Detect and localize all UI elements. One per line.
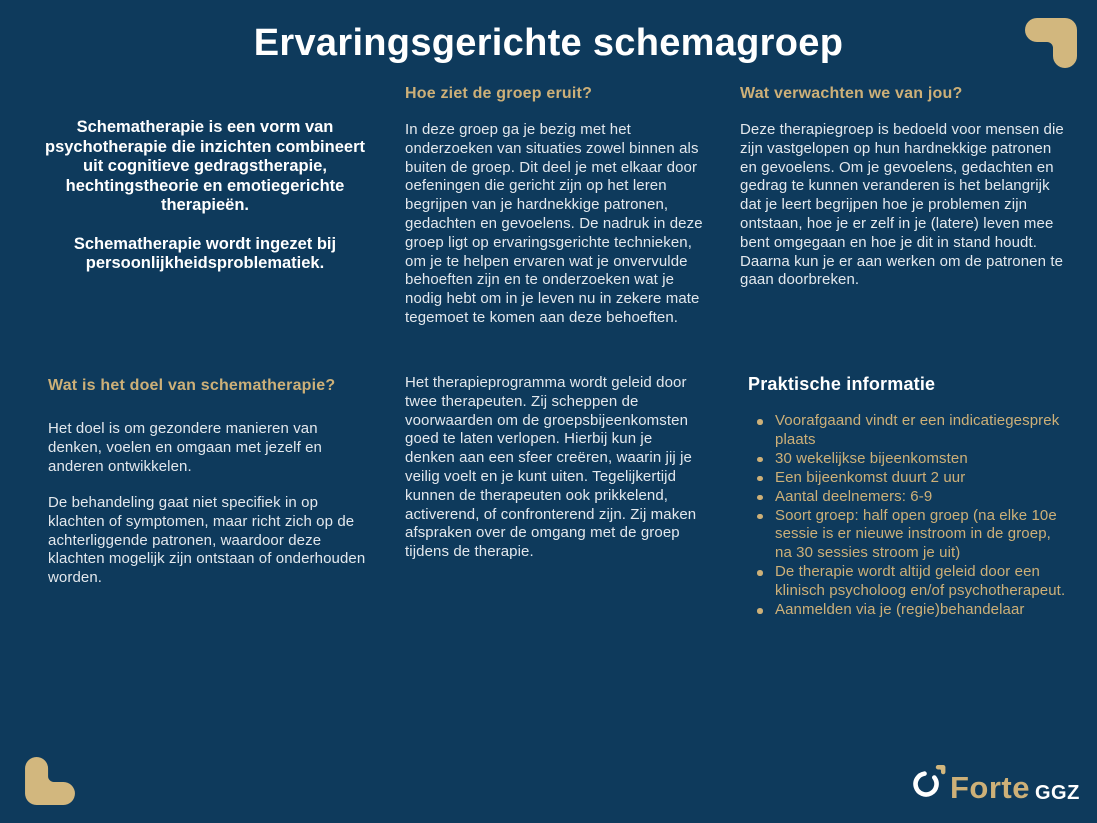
practical-list-item: Aantal deelnemers: 6-9 (748, 488, 1070, 507)
goal-paragraph-1: Het doel is om gezondere manieren van denken, voelen en omgaan met jezelf en anderen ontwikkelen. (48, 420, 322, 475)
intro-block (40, 118, 370, 274)
expectations-paragraph-1: Deze therapiegroep is bedoeld voor mensen die zijn vastgelopen op hun hardnekkige patronen en gevoelens. Om je gevoelens, gedachten en gedrag te kunnen veranderen is het belangrijk dat je leert begrijpen hoe je problemen zijn ontstaan, hoe je er zelf in je (latere) leven mee bent omgegaan en hoe je dit in stand houdt. Daarna kun je er aan werken om de patronen te gaan doorbreken. (740, 121, 1064, 289)
practical-list-item: Een bijeenkomst duurt 2 uur (748, 469, 1070, 488)
page-title: Ervaringsgerichte schemagroep (253, 22, 844, 64)
forte-ggz-logo (913, 763, 1083, 813)
practical-list-item: Soort groep: half open groep (na elke 10e sessie is er nieuwe instroom in de groep, na 30 sessies stroom je uit) (748, 507, 1070, 564)
group-section-heading: Hoe ziet de groep eruit? (405, 85, 593, 102)
practical-list-item: Aanmelden via je (regie)behandelaar (748, 601, 1070, 620)
practical-list-item: 30 wekelijkse bijeenkomsten (748, 450, 1070, 469)
intro-paragraph-1: Schematherapie is een vorm van psychotherapie die inzichten combineert uit cognitieve gedragstherapie, hechtingstheorie en emotiegerichte therapieën. (45, 118, 365, 214)
intro-paragraph-2: Schematherapie wordt ingezet bij persoonlijkheidsproblematiek. (73, 234, 337, 272)
goal-section-heading: Wat is het doel van schematherapie? (48, 377, 336, 394)
practical-info-heading: Praktische informatie (748, 374, 936, 394)
practical-list-item: De therapie wordt altijd geleid door een klinisch psycholoog en/of psychotherapeut. (748, 563, 1070, 601)
expectations-section-heading: Wat verwachten we van jou? (740, 85, 963, 102)
decorative-comma-shape-bottom-left (25, 757, 75, 805)
group-paragraph-1: In deze groep ga je bezig met het onderzoeken van situaties zowel binnen als buiten de groep. Dit deel je met elkaar door oefeningen die gericht zijn op het leren begrijpen van je hardnekkige patronen, gedachten en gevoelens. De nadruk in deze groep ligt op ervaringsgerichte technieken, om je te helpen ervaren wat je onvervulde behoeften zijn en te onderzoeken wat je nodig hebt om in je leven nu in zekere mate tegemoet te komen aan deze behoeften. (405, 121, 703, 326)
forte-apostrophe-icon (936, 765, 946, 774)
practical-list-item: Voorafgaand vindt er een indicatiegesprek plaats (748, 412, 1070, 450)
logo-text-ggz: GGZ (1035, 782, 1080, 804)
group-paragraph-2: Het therapieprogramma wordt geleid door twee therapeuten. Zij scheppen de voorwaarden om de groepsbijeenkomsten goed te laten verlopen. Hierbij kun je denken aan een sfeer creëren, waarin jij je veilig voelt en je kunt uiten. Tegelijkertijd kunnen de therapeuten ook prikkelend, activerend, of confronterend zijn. Zij maken afspraken over de omgang met de groep tijdens de therapie. (405, 374, 697, 561)
practical-info-list (748, 412, 1070, 620)
forte-circle-icon (913, 765, 947, 801)
logo-text-forte: Forte (950, 770, 1030, 805)
goal-paragraph-2: De behandeling gaat niet specifiek in op klachten of symptomen, maar richt zich op de achterliggende patronen, waardoor deze klachten mogelijk zijn ontstaan of onderhouden worden. (48, 494, 366, 587)
